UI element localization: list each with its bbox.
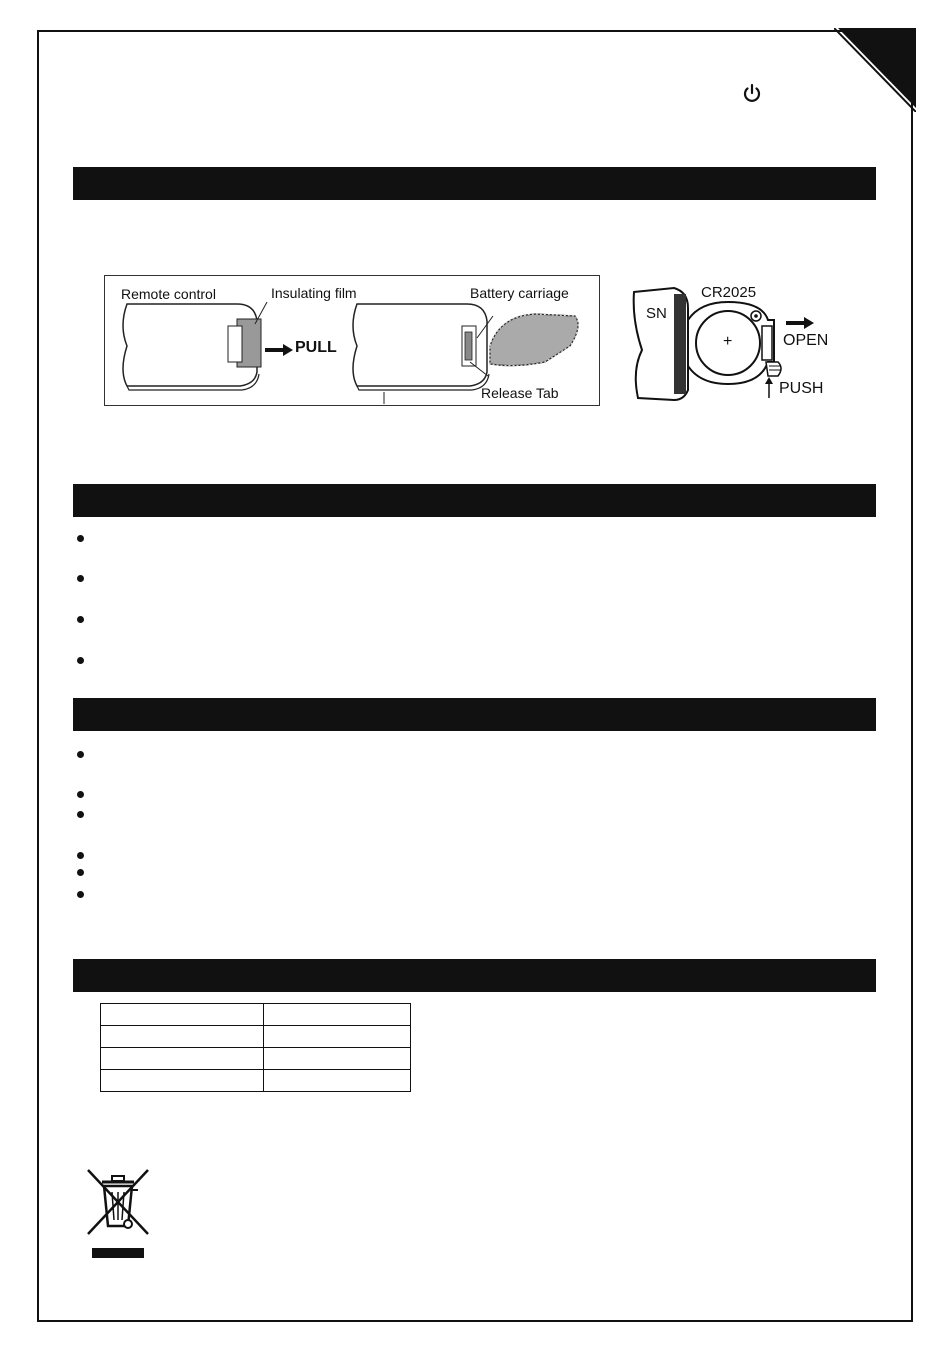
section-header-bar (73, 959, 876, 992)
corner-tab (834, 28, 916, 112)
label-release-tab: Release Tab (481, 385, 559, 401)
list-bullet (77, 852, 84, 859)
list-bullet (77, 791, 84, 798)
table-cell (264, 1070, 411, 1092)
list-bullet (77, 869, 84, 876)
list-bullet (77, 891, 84, 898)
specification-table (100, 1003, 411, 1092)
list-bullet (77, 616, 84, 623)
table-cell (264, 1004, 411, 1026)
crossed-out-wheelie-bin-icon (84, 1168, 152, 1260)
section-header-bar (73, 698, 876, 731)
table-row (101, 1048, 411, 1070)
label-pull: PULL (295, 339, 337, 356)
table-row (101, 1004, 411, 1026)
table-cell (101, 1004, 264, 1026)
label-open: OPEN (783, 332, 829, 349)
battery-holder-figure (628, 280, 838, 410)
remote-battery-figure (104, 275, 600, 406)
label-cr2025: CR2025 (701, 284, 757, 301)
label-battery-carriage: Battery carriage (470, 285, 569, 301)
label-insulating-film: Insulating film (271, 285, 357, 301)
list-bullet (77, 657, 84, 664)
page-border (37, 30, 913, 1322)
list-bullet (77, 751, 84, 758)
table-cell (101, 1048, 264, 1070)
list-bullet (77, 575, 84, 582)
label-push: PUSH (779, 380, 824, 397)
table-cell (101, 1026, 264, 1048)
section-header-bar (73, 484, 876, 517)
power-icon (740, 82, 764, 106)
list-bullet (77, 811, 84, 818)
label-plus: + (723, 333, 733, 350)
list-bullet (77, 535, 84, 542)
table-cell (101, 1070, 264, 1092)
table-row (101, 1026, 411, 1048)
label-sn: SN (646, 305, 667, 322)
table-row (101, 1070, 411, 1092)
table-cell (264, 1048, 411, 1070)
section-header-bar (73, 167, 876, 200)
table-cell (264, 1026, 411, 1048)
label-remote-control: Remote control (121, 286, 216, 302)
